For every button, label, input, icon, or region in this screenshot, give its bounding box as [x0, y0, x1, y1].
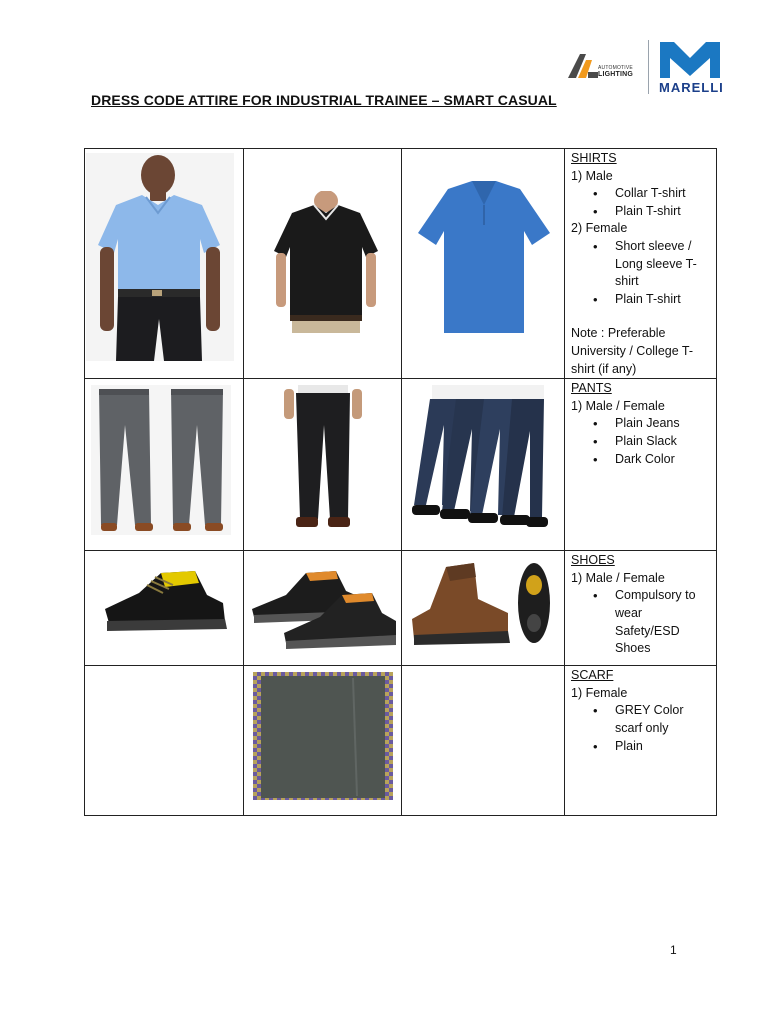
list-item: • Dark Color [615, 451, 712, 469]
note-text: Note : Preferable University / College T-shirt (if any) [571, 326, 694, 376]
list-item: • Plain Jeans [615, 415, 712, 433]
group-label: 2) Female [571, 221, 628, 236]
black-slack-image [278, 385, 368, 533]
pants-info [565, 379, 716, 468]
group-label: 1) Male [571, 168, 613, 183]
image-cell [85, 379, 244, 551]
table-row-pants [85, 379, 717, 551]
section-heading: SHIRTS [571, 151, 617, 165]
logo-divider [648, 40, 649, 94]
image-cell [244, 379, 402, 551]
table-row-scarf [85, 666, 717, 816]
section-heading: SCARF [571, 668, 614, 683]
al-logo-line2: LIGHTING [598, 71, 634, 78]
grey-scarf-image [253, 672, 393, 800]
shirts-info [565, 149, 716, 378]
list-item: • Compulsory to wear Safety/ESD Shoes [615, 587, 700, 657]
table-row-shirts [85, 149, 717, 379]
image-cell [402, 149, 565, 379]
image-cell-empty [402, 666, 565, 816]
bullet-list [571, 238, 712, 308]
table-row-shoes [85, 551, 717, 666]
page-number: 1 [670, 943, 677, 957]
scarf-info [565, 666, 716, 755]
al-logo-line1: AUTOMOTIVE [598, 65, 633, 71]
header-logos [566, 38, 726, 98]
image-cell-empty [85, 666, 244, 816]
light-blue-polo-model-image [86, 153, 234, 361]
image-cell [85, 551, 244, 666]
black-polo-image [270, 191, 382, 333]
bullet-list [571, 702, 712, 755]
shoes-info [565, 551, 716, 658]
automotive-lighting-logo [566, 50, 636, 84]
info-cell [565, 551, 717, 666]
list-item: • Plain Slack [615, 433, 712, 451]
info-cell [565, 379, 717, 551]
document-title: DRESS CODE ATTIRE FOR INDUSTRIAL TRAINEE – SMART CASUAL [91, 92, 557, 108]
bullet-list [571, 415, 712, 468]
group-label: 1) Male / Female [571, 398, 665, 413]
marelli-logo-text: MARELLI [659, 80, 724, 95]
group-label: 1) Male / Female [571, 570, 665, 585]
blue-polo-image [414, 179, 552, 335]
list-item: • Short sleeve / Long sleeve T-shirt [615, 238, 712, 291]
info-cell [565, 149, 717, 379]
image-cell [244, 666, 402, 816]
safety-shoe-image [99, 563, 233, 645]
brown-boot-and-sole-image [408, 559, 558, 649]
image-cell [402, 379, 565, 551]
bullet-list [571, 185, 712, 220]
jeans-image [408, 385, 554, 533]
grey-pants-image [91, 385, 231, 535]
image-cell [244, 551, 402, 666]
group-label: 1) Female [571, 685, 628, 700]
list-item: • Plain T-shirt [615, 203, 712, 221]
section-heading: SHOES [571, 553, 615, 568]
safety-shoes-pair-image [250, 559, 398, 651]
info-cell [565, 666, 717, 816]
image-cell [244, 149, 402, 379]
bullet-list [571, 587, 712, 657]
al-logo-icon [566, 50, 600, 80]
section-heading: PANTS [571, 381, 612, 396]
list-item: • GREY Color scarf only [615, 702, 692, 737]
list-item: • Plain T-shirt [615, 291, 712, 309]
image-cell [402, 551, 565, 666]
image-cell [85, 149, 244, 379]
list-item: • Collar T-shirt [615, 185, 712, 203]
attire-table [84, 148, 717, 816]
list-item: • Plain [615, 738, 692, 756]
